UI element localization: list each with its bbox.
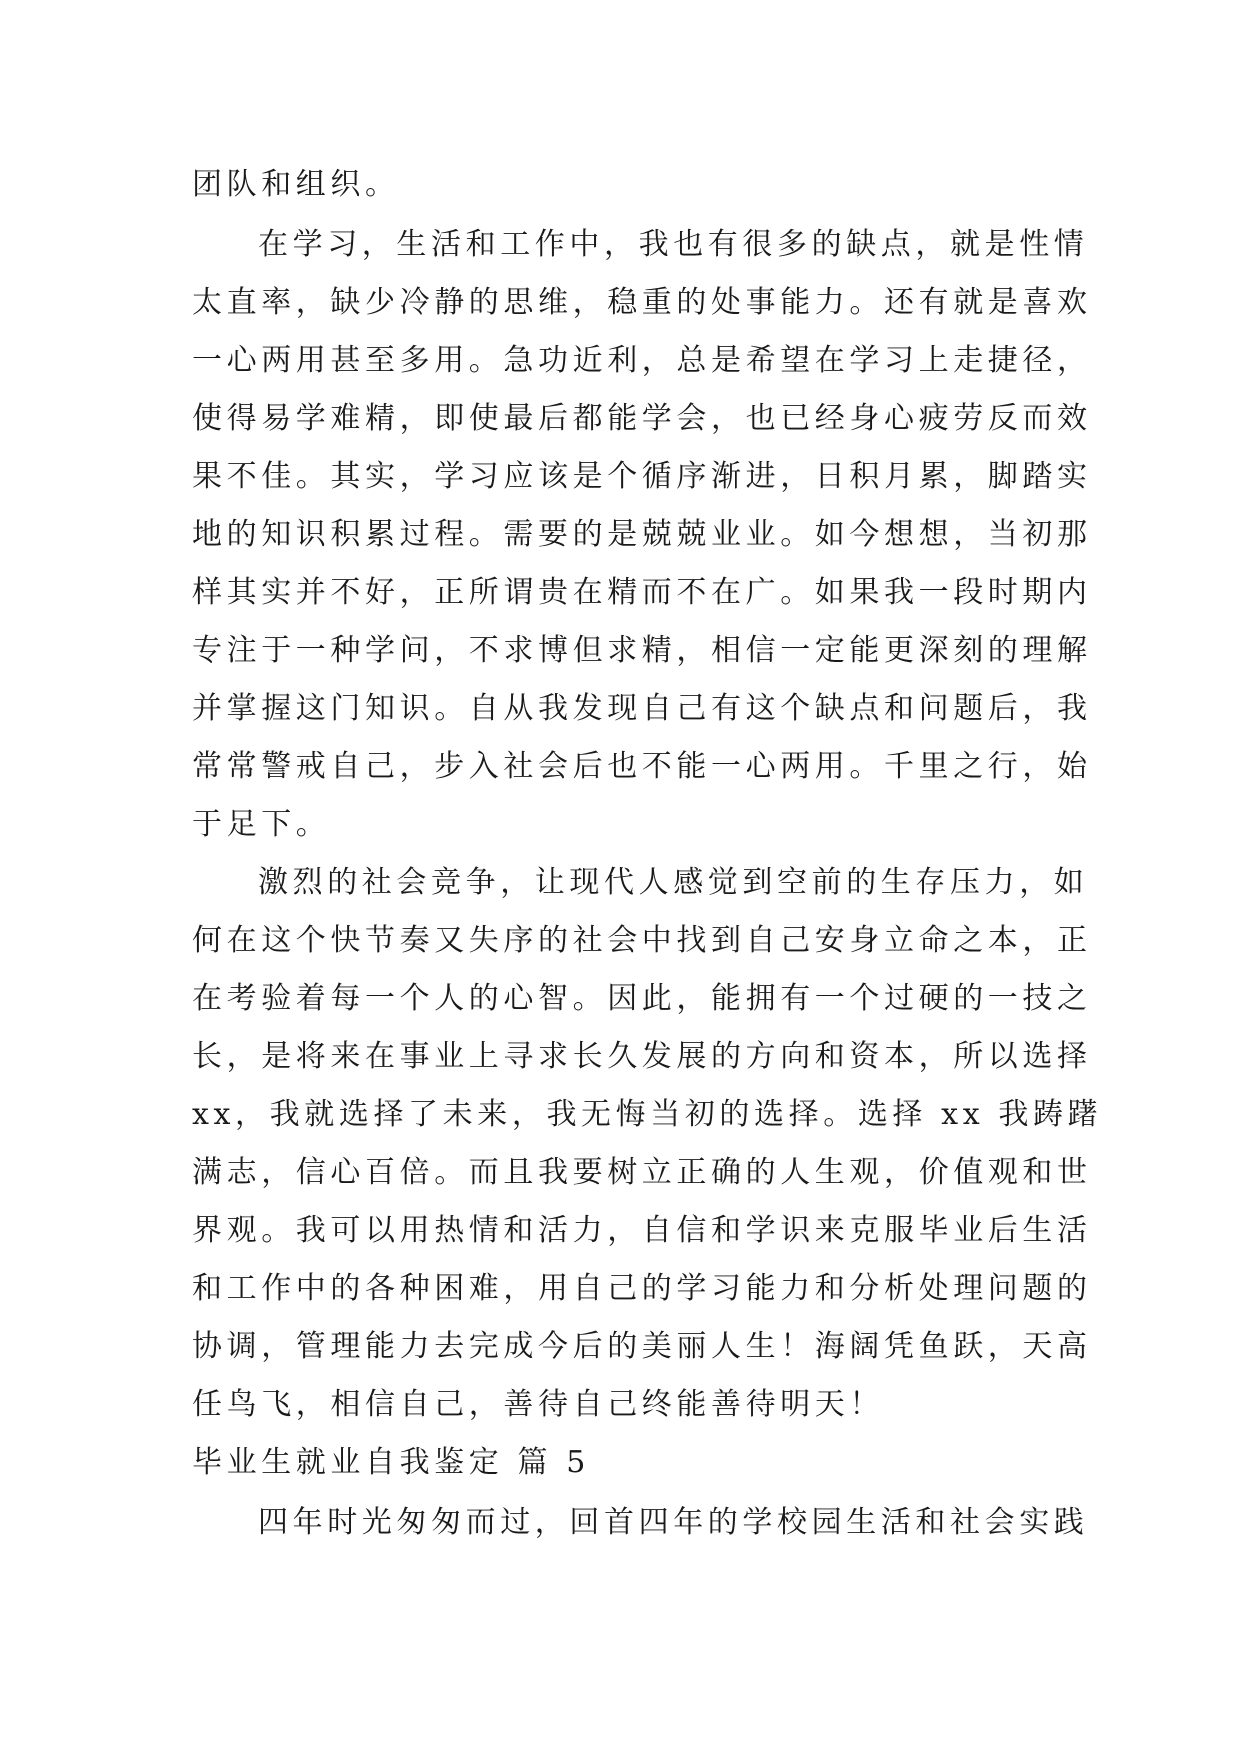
paragraph-line: 四年时光匆匆而过，回首四年的学校园生活和社会实践	[258, 1505, 1089, 1540]
paragraph-line: 果不佳。其实，学习应该是个循序渐进，日积月累，脚踏实	[192, 459, 1092, 494]
paragraph-line: 满志，信心百倍。而且我要树立正确的人生观，价值观和世	[192, 1155, 1092, 1190]
paragraph-line: 常常警戒自己，步入社会后也不能一心两用。千里之行，始	[192, 749, 1092, 784]
paragraph-line: 协调，管理能力去完成今后的美丽人生！海阔凭鱼跃，天高	[192, 1329, 1092, 1364]
paragraph-line: 并掌握这门知识。自从我发现自己有这个缺点和问题后，我	[192, 691, 1092, 726]
paragraph-line: 样其实并不好，正所谓贵在精而不在广。如果我一段时期内	[192, 575, 1092, 610]
paragraph-line: 地的知识积累过程。需要的是兢兢业业。如今想想，当初那	[192, 517, 1092, 552]
section-heading: 毕业生就业自我鉴定 篇 5	[192, 1445, 590, 1480]
paragraph-line: 长，是将来在事业上寻求长久发展的方向和资本，所以选择	[192, 1039, 1092, 1074]
paragraph-line: 界观。我可以用热情和活力，自信和学识来克服毕业后生活	[192, 1213, 1092, 1248]
paragraph-line: 何在这个快节奏又失序的社会中找到自己安身立命之本，正	[192, 923, 1092, 958]
paragraph-line: 于足下。	[192, 807, 331, 842]
paragraph-line: 在学习，生活和工作中，我也有很多的缺点，就是性情	[258, 227, 1089, 262]
paragraph-line: 专注于一种学问，不求博但求精，相信一定能更深刻的理解	[192, 633, 1092, 668]
paragraph-line: 使得易学难精，即使最后都能学会，也已经身心疲劳反而效	[192, 401, 1092, 436]
paragraph-line: 在考验着每一个人的心智。因此，能拥有一个过硬的一技之	[192, 981, 1092, 1016]
paragraph-line: xx，我就选择了未来，我无悔当初的选择。选择 xx 我踌躇	[192, 1097, 1103, 1132]
paragraph-line: 太直率，缺少冷静的思维，稳重的处事能力。还有就是喜欢	[192, 285, 1092, 320]
paragraph-line: 任鸟飞，相信自己，善待自己终能善待明天！	[192, 1387, 884, 1422]
paragraph-line: 团队和组织。	[192, 167, 400, 202]
paragraph-line: 和工作中的各种困难，用自己的学习能力和分析处理问题的	[192, 1271, 1092, 1306]
paragraph-line: 一心两用甚至多用。急功近利，总是希望在学习上走捷径，	[192, 343, 1092, 378]
paragraph-line: 激烈的社会竞争，让现代人感觉到空前的生存压力，如	[258, 865, 1089, 900]
